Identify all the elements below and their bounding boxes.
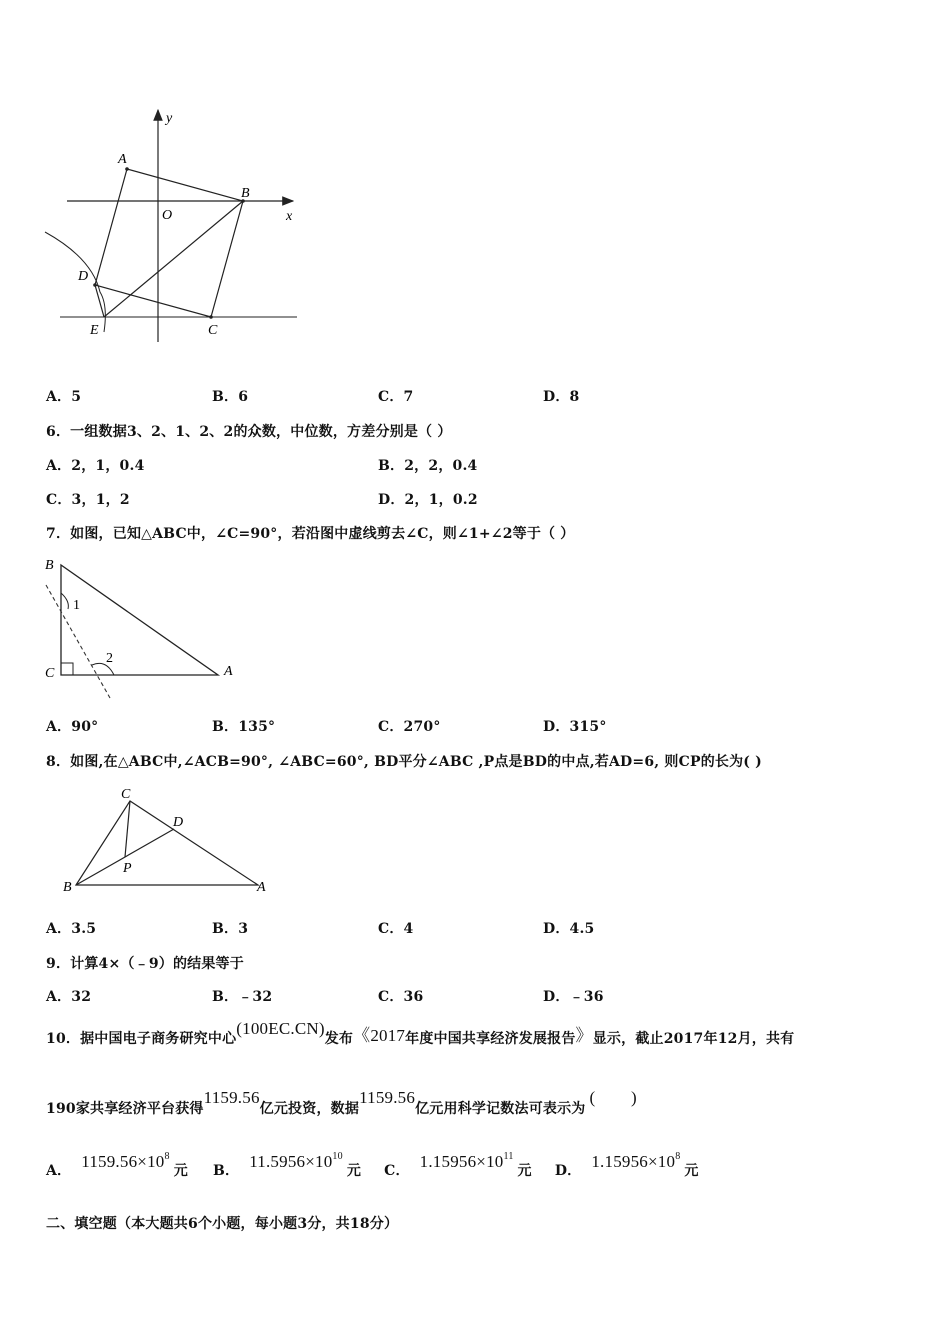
segment-cp [125,801,130,857]
q7-option-c: C．270° [378,719,441,735]
label-b: B [63,880,72,895]
q7-stem: 7．如图，已知△ABC中，∠C=90°，若沿图中虚线剪去∠C，则∠1+∠2等于（ ） [46,526,575,542]
q9-option-a: A．32 [46,989,92,1005]
q6-option-a: A．2，1，0.4 [46,458,145,474]
label-d: D [78,269,89,284]
q10-option-a: A． $1159.56\times 10^8$元 [46,1151,188,1179]
q7-option-b: B．135° [212,719,276,735]
q10-option-d: D． $1.15956\times 10^8$元 [554,1151,699,1179]
q10-option-b: B． $11.5956\times 10^{10}$元 [212,1151,362,1179]
label-a: A [118,152,127,167]
q7-option-a: A．90° [46,719,99,735]
q10-answer-paren: ( ) [589,1088,637,1107]
q7-option-d: D．315° [543,719,607,735]
section-2-title: 二、填空题（本大题共6个小题，每小题3分，共18分） [46,1216,399,1232]
triangle-abc [61,565,218,675]
q6-option-c: C．3，1，2 [46,492,130,508]
q8-option-c: C．4 [378,921,414,937]
point-d [93,283,97,287]
q8-option-d: D．4.5 [543,921,595,937]
q10-line-2: 190家共享经济平台获得1159.56亿元投资，数据1159.56亿元用科学记数法可表示为( ) [46,1088,637,1117]
q10-amount-math: 1159.56 [203,1088,260,1107]
label-c: C [121,787,131,802]
label-x: x [286,209,293,224]
label-p: P [123,861,132,876]
label-e: E [90,323,99,338]
triangle-abc [76,801,258,885]
q6-option-d: D．2，1，0.2 [378,492,478,508]
q6-option-b: B．2，2，0.4 [378,458,478,474]
label-b: B [45,558,54,573]
q5-option-a: A．5 [46,389,82,405]
segment-eb [104,201,243,317]
label-a: A [257,880,266,895]
label-c: C [45,666,55,681]
q10-org-math: (100EC.CN) [236,1019,325,1038]
point-c [209,315,213,319]
q7-figure [40,553,250,703]
point-a [125,167,129,171]
q10-options [46,1151,699,1180]
q8-option-b: B．3 [212,921,249,937]
q5-option-b: B．6 [212,389,249,405]
label-2: 2 [106,651,113,666]
label-o: O [162,208,173,223]
q9-option-d: D．﹣36 [543,989,604,1005]
label-d: D [173,815,184,830]
square-abcd [95,169,243,317]
q5-option-c: C．7 [378,389,414,405]
q8-figure [60,783,270,898]
q5-option-d: D．8 [543,389,580,405]
q10-amount-math-2: 1159.56 [359,1088,416,1107]
q9-option-b: B．﹣32 [212,989,273,1005]
label-b: B [241,186,250,201]
q10-option-c: C． $1.15956\times 10^{11}$元 [384,1151,532,1179]
label-a: A [224,664,233,679]
label-c: C [208,323,218,338]
q10-report-math: 《2017 [353,1026,406,1045]
q9-option-c: C．36 [378,989,424,1005]
angle-1-arc [61,593,68,609]
q8-stem: 8．如图,在△ABC中,∠ACB=90°, ∠ABC=60°, BD平分∠ABC ,P点是BD的中点,若AD=6, 则CP的长为( ) [46,754,763,770]
right-angle-mark [61,663,73,675]
q9-stem: 9．计算4×（﹣9）的结果等于 [46,956,244,972]
q5-figure [40,100,310,355]
label-1: 1 [73,598,80,613]
q10-line-1: 10．据中国电子商务研究中心(100EC.CN)发布《2017年度中国共享经济发展报告》显示，截止2017年12月，共有 [46,1019,795,1047]
q6-stem: 6．一组数据3、2、1、2、2的众数，中位数，方差分别是（ ） [46,424,452,440]
q8-option-a: A．3.5 [46,921,97,937]
label-y: y [166,111,173,126]
